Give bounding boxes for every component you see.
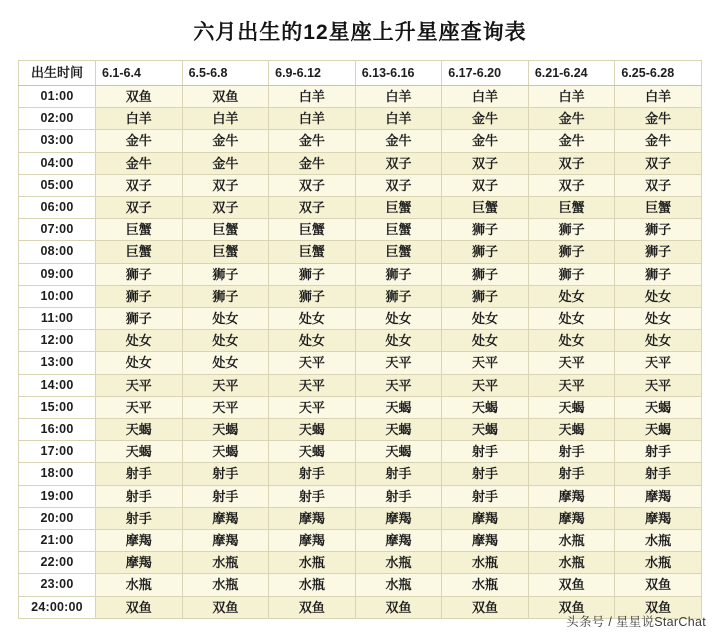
sign-cell: 天平	[269, 352, 356, 374]
column-header-range-3: 6.9-6.12	[269, 61, 356, 86]
table-row	[19, 241, 702, 263]
row-time-label: 03:00	[19, 130, 96, 152]
sign-cell: 狮子	[528, 263, 615, 285]
table-row	[19, 374, 702, 396]
sign-cell: 双子	[96, 197, 183, 219]
sign-cell: 天蝎	[355, 396, 442, 418]
sign-cell: 狮子	[442, 219, 529, 241]
sign-cell: 处女	[442, 308, 529, 330]
row-time-label: 01:00	[19, 86, 96, 108]
sign-cell: 处女	[269, 308, 356, 330]
sign-cell: 白羊	[269, 86, 356, 108]
sign-cell: 水瓶	[96, 574, 183, 596]
sign-cell: 金牛	[615, 130, 702, 152]
sign-cell: 双子	[182, 174, 269, 196]
sign-cell: 巨蟹	[269, 219, 356, 241]
sign-cell: 摩羯	[269, 530, 356, 552]
sign-cell: 狮子	[355, 285, 442, 307]
row-time-label: 17:00	[19, 441, 96, 463]
table-row	[19, 308, 702, 330]
sign-cell: 双鱼	[182, 86, 269, 108]
sign-cell: 水瓶	[269, 574, 356, 596]
sign-cell: 白羊	[182, 108, 269, 130]
table-head	[19, 61, 702, 86]
sign-cell: 双鱼	[355, 596, 442, 618]
sign-cell: 双鱼	[528, 596, 615, 618]
table-row	[19, 285, 702, 307]
row-time-label: 15:00	[19, 396, 96, 418]
sign-cell: 处女	[355, 330, 442, 352]
sign-cell: 金牛	[528, 108, 615, 130]
sign-cell: 金牛	[96, 152, 183, 174]
row-time-label: 19:00	[19, 485, 96, 507]
sign-cell: 金牛	[182, 130, 269, 152]
sign-cell: 处女	[96, 330, 183, 352]
sign-cell: 双鱼	[182, 596, 269, 618]
sign-cell: 水瓶	[355, 574, 442, 596]
sign-cell: 处女	[182, 330, 269, 352]
row-time-label: 08:00	[19, 241, 96, 263]
table-row	[19, 419, 702, 441]
page-title: 六月出生的12星座上升星座查询表	[193, 21, 527, 44]
sign-cell: 狮子	[615, 263, 702, 285]
table-row	[19, 530, 702, 552]
table-row	[19, 396, 702, 418]
sign-cell: 天平	[96, 374, 183, 396]
sign-cell: 巨蟹	[269, 241, 356, 263]
column-header-range-7: 6.25-6.28	[615, 61, 702, 86]
sign-cell: 巨蟹	[355, 197, 442, 219]
sign-cell: 水瓶	[269, 552, 356, 574]
table-row	[19, 197, 702, 219]
table-row	[19, 130, 702, 152]
sign-cell: 金牛	[269, 130, 356, 152]
sign-cell: 摩羯	[355, 507, 442, 529]
sign-cell: 双鱼	[528, 574, 615, 596]
sign-cell: 金牛	[355, 130, 442, 152]
sign-cell: 射手	[615, 463, 702, 485]
sign-cell: 天平	[355, 352, 442, 374]
sign-cell: 处女	[528, 330, 615, 352]
sign-cell: 金牛	[442, 130, 529, 152]
sign-cell: 射手	[96, 485, 183, 507]
row-time-label: 18:00	[19, 463, 96, 485]
row-time-label: 14:00	[19, 374, 96, 396]
sign-cell: 处女	[355, 308, 442, 330]
sign-cell: 金牛	[528, 130, 615, 152]
sign-cell: 射手	[528, 463, 615, 485]
sign-cell: 狮子	[96, 308, 183, 330]
table-row	[19, 574, 702, 596]
sign-cell: 射手	[355, 485, 442, 507]
sign-cell: 天平	[269, 396, 356, 418]
column-header-range-6: 6.21-6.24	[528, 61, 615, 86]
sign-cell: 处女	[269, 330, 356, 352]
sign-cell: 射手	[182, 485, 269, 507]
row-time-label: 24:00:00	[19, 596, 96, 618]
sign-cell: 天平	[96, 396, 183, 418]
sign-cell: 水瓶	[355, 552, 442, 574]
sign-cell: 双子	[528, 174, 615, 196]
sign-cell: 天蝎	[528, 396, 615, 418]
sign-cell: 射手	[355, 463, 442, 485]
sign-cell: 白羊	[442, 86, 529, 108]
sign-cell: 水瓶	[442, 574, 529, 596]
sign-cell: 天平	[269, 374, 356, 396]
sign-cell: 射手	[269, 485, 356, 507]
sign-cell: 天平	[182, 396, 269, 418]
sign-cell: 摩羯	[528, 507, 615, 529]
sign-cell: 射手	[442, 441, 529, 463]
sign-cell: 巨蟹	[355, 219, 442, 241]
table-row	[19, 152, 702, 174]
sign-cell: 巨蟹	[528, 197, 615, 219]
sign-cell: 巨蟹	[355, 241, 442, 263]
sign-cell: 摩羯	[96, 552, 183, 574]
sign-cell: 天蝎	[182, 419, 269, 441]
table-row	[19, 352, 702, 374]
sign-cell: 双子	[269, 197, 356, 219]
table-row	[19, 507, 702, 529]
sign-cell: 双子	[96, 174, 183, 196]
sign-cell: 射手	[96, 463, 183, 485]
sign-cell: 巨蟹	[615, 197, 702, 219]
sign-cell: 摩羯	[182, 530, 269, 552]
table-row	[19, 108, 702, 130]
sign-cell: 射手	[96, 507, 183, 529]
sign-cell: 处女	[182, 352, 269, 374]
sign-cell: 天蝎	[355, 441, 442, 463]
sign-cell: 天平	[442, 374, 529, 396]
sign-cell: 双鱼	[96, 596, 183, 618]
row-time-label: 22:00	[19, 552, 96, 574]
sign-cell: 射手	[615, 441, 702, 463]
sign-cell: 处女	[182, 308, 269, 330]
column-header-range-4: 6.13-6.16	[355, 61, 442, 86]
sign-cell: 天平	[182, 374, 269, 396]
sign-cell: 白羊	[269, 108, 356, 130]
sign-cell: 天蝎	[269, 441, 356, 463]
sign-cell: 双子	[442, 152, 529, 174]
sign-cell: 摩羯	[528, 485, 615, 507]
table-row	[19, 463, 702, 485]
table-row	[19, 263, 702, 285]
row-time-label: 09:00	[19, 263, 96, 285]
sign-cell: 摩羯	[442, 507, 529, 529]
sign-cell: 金牛	[615, 108, 702, 130]
sign-cell: 摩羯	[442, 530, 529, 552]
table-row	[19, 330, 702, 352]
sign-cell: 天蝎	[182, 441, 269, 463]
sign-cell: 射手	[269, 463, 356, 485]
row-time-label: 23:00	[19, 574, 96, 596]
sign-cell: 水瓶	[182, 574, 269, 596]
sign-cell: 巨蟹	[96, 219, 183, 241]
sign-cell: 狮子	[355, 263, 442, 285]
sign-cell: 狮子	[442, 263, 529, 285]
sign-cell: 水瓶	[528, 530, 615, 552]
sign-cell: 天平	[528, 352, 615, 374]
sign-cell: 天蝎	[615, 396, 702, 418]
sign-cell: 狮子	[615, 241, 702, 263]
column-header-range-2: 6.5-6.8	[182, 61, 269, 86]
sign-cell: 双子	[269, 174, 356, 196]
sign-cell: 天平	[442, 352, 529, 374]
sign-cell: 双子	[182, 197, 269, 219]
sign-cell: 狮子	[96, 263, 183, 285]
sign-cell: 金牛	[182, 152, 269, 174]
row-time-label: 21:00	[19, 530, 96, 552]
sign-cell: 水瓶	[528, 552, 615, 574]
sign-cell: 狮子	[442, 241, 529, 263]
sign-cell: 天平	[355, 374, 442, 396]
sign-cell: 处女	[528, 285, 615, 307]
sign-cell: 巨蟹	[182, 241, 269, 263]
sign-cell: 处女	[615, 285, 702, 307]
sign-cell: 天蝎	[442, 419, 529, 441]
sign-cell: 天蝎	[96, 419, 183, 441]
row-time-label: 06:00	[19, 197, 96, 219]
sign-cell: 天蝎	[615, 419, 702, 441]
sign-cell: 狮子	[182, 285, 269, 307]
row-time-label: 12:00	[19, 330, 96, 352]
row-time-label: 10:00	[19, 285, 96, 307]
sign-cell: 天蝎	[442, 396, 529, 418]
sign-cell: 白羊	[96, 108, 183, 130]
sign-cell: 白羊	[355, 86, 442, 108]
row-time-label: 13:00	[19, 352, 96, 374]
table-row	[19, 485, 702, 507]
sign-cell: 水瓶	[182, 552, 269, 574]
sign-cell: 水瓶	[615, 552, 702, 574]
sign-cell: 狮子	[528, 219, 615, 241]
sign-cell: 巨蟹	[182, 219, 269, 241]
row-time-label: 04:00	[19, 152, 96, 174]
sign-cell: 狮子	[442, 285, 529, 307]
sign-cell: 摩羯	[615, 507, 702, 529]
sign-cell: 双子	[615, 152, 702, 174]
sign-cell: 处女	[615, 330, 702, 352]
sign-cell: 处女	[615, 308, 702, 330]
sign-cell: 摩羯	[269, 507, 356, 529]
table-row	[19, 552, 702, 574]
table-row	[19, 86, 702, 108]
row-time-label: 07:00	[19, 219, 96, 241]
sign-cell: 天蝎	[96, 441, 183, 463]
table-row	[19, 441, 702, 463]
column-header-birth-time: 出生时间	[19, 61, 96, 86]
row-time-label: 11:00	[19, 308, 96, 330]
table-row	[19, 174, 702, 196]
column-header-range-1: 6.1-6.4	[96, 61, 183, 86]
sign-cell: 双鱼	[615, 596, 702, 618]
sign-cell: 天平	[528, 374, 615, 396]
sign-cell: 金牛	[442, 108, 529, 130]
sign-cell: 摩羯	[355, 530, 442, 552]
sign-cell: 双子	[528, 152, 615, 174]
sign-cell: 射手	[442, 485, 529, 507]
sign-cell: 水瓶	[442, 552, 529, 574]
sign-cell: 白羊	[355, 108, 442, 130]
sign-cell: 天平	[615, 352, 702, 374]
row-time-label: 16:00	[19, 419, 96, 441]
table-row	[19, 219, 702, 241]
sign-cell: 狮子	[269, 285, 356, 307]
table-body	[19, 86, 702, 619]
sign-cell: 白羊	[528, 86, 615, 108]
sign-cell: 天蝎	[528, 419, 615, 441]
sign-cell: 摩羯	[96, 530, 183, 552]
sign-cell: 狮子	[615, 219, 702, 241]
rising-sign-table	[18, 60, 702, 619]
table-container	[0, 60, 720, 619]
sign-cell: 摩羯	[182, 507, 269, 529]
sign-cell: 双子	[355, 152, 442, 174]
sign-cell: 狮子	[269, 263, 356, 285]
row-time-label: 02:00	[19, 108, 96, 130]
table-header-row	[19, 61, 702, 86]
sign-cell: 狮子	[528, 241, 615, 263]
sign-cell: 狮子	[182, 263, 269, 285]
row-time-label: 20:00	[19, 507, 96, 529]
sign-cell: 金牛	[269, 152, 356, 174]
sign-cell: 巨蟹	[96, 241, 183, 263]
sign-cell: 狮子	[96, 285, 183, 307]
sign-cell: 双子	[615, 174, 702, 196]
sign-cell: 处女	[528, 308, 615, 330]
sign-cell: 射手	[442, 463, 529, 485]
sign-cell: 双鱼	[269, 596, 356, 618]
sign-cell: 射手	[528, 441, 615, 463]
row-time-label: 05:00	[19, 174, 96, 196]
sign-cell: 巨蟹	[442, 197, 529, 219]
sign-cell: 白羊	[615, 86, 702, 108]
sign-cell: 双鱼	[615, 574, 702, 596]
sign-cell: 双子	[442, 174, 529, 196]
sign-cell: 天蝎	[355, 419, 442, 441]
sign-cell: 金牛	[96, 130, 183, 152]
sign-cell: 双子	[355, 174, 442, 196]
sign-cell: 处女	[442, 330, 529, 352]
sign-cell: 处女	[96, 352, 183, 374]
sign-cell: 天蝎	[269, 419, 356, 441]
sign-cell: 天平	[615, 374, 702, 396]
sign-cell: 水瓶	[615, 530, 702, 552]
sign-cell: 双鱼	[96, 86, 183, 108]
sign-cell: 双鱼	[442, 596, 529, 618]
sign-cell: 摩羯	[615, 485, 702, 507]
sign-cell: 射手	[182, 463, 269, 485]
watermark-credit: 头条号 / 星星说StarChat	[566, 615, 706, 629]
column-header-range-5: 6.17-6.20	[442, 61, 529, 86]
